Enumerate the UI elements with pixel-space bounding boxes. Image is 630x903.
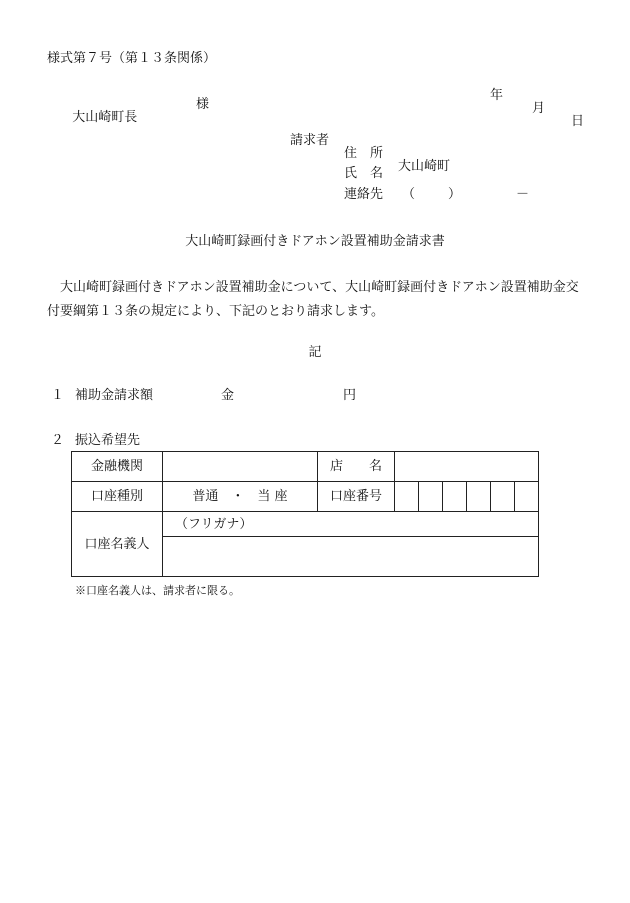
applicant-label: 請求者 [290,133,330,148]
item-2-label: 振込希望先 [75,433,141,448]
addressee [64,97,210,137]
date-day-label: 日 [571,114,585,129]
body-paragraph: 大山崎町録画付きドアホン設置補助金について、大山崎町録画付きドアホン設置補助金交付要綱第１３条の規定により、下記のとおり請求します。 [47,280,579,319]
account-type-options[interactable]: 普通 ・ 当 座 [163,482,318,512]
address-value: 大山崎町 [398,159,451,174]
item-1-label: 補助金請求額 [75,388,154,403]
ki-heading: 記 [308,345,322,360]
name-row: 氏 名 [344,166,384,181]
table-row [72,512,539,537]
contact-key: 連絡先 [344,187,384,202]
address-key: 住 所 [344,146,384,161]
account-number-digit[interactable] [443,482,467,512]
bank-transfer-table [71,451,539,577]
contact-close-paren: ） [448,187,462,202]
holder-name-field[interactable] [163,537,539,577]
branch-label: 店 名 [318,452,395,482]
branch-field[interactable] [395,452,539,482]
furigana-label: （フリガナ） [175,516,253,532]
contact-open-paren: （ [402,187,416,202]
holder-note: ※口座名義人は、請求者に限る。 [75,584,240,597]
item-1-kin: 金 [221,388,235,403]
date-year-label: 年 [490,88,504,103]
account-number-digit[interactable] [491,482,515,512]
item-1-number: １ [51,388,65,403]
table-row [72,452,539,482]
furigana-field[interactable] [163,512,539,537]
account-number-digit[interactable] [395,482,419,512]
institution-field[interactable] [163,452,318,482]
document-title: 大山崎町録画付きドアホン設置補助金請求書 [185,234,445,249]
addressee-name: 大山崎町長 [72,110,138,125]
account-number-digit[interactable] [419,482,443,512]
holder-label: 口座名義人 [72,512,163,577]
honorific: 様 [196,97,210,112]
account-type-label: 口座種別 [72,482,163,512]
date-month-label: 月 [532,101,546,116]
account-number-digit[interactable] [467,482,491,512]
table-row [72,482,539,512]
item-2-number: ２ [51,433,65,448]
contact-dash: － [516,187,530,202]
institution-label: 金融機関 [72,452,163,482]
item-1-yen: 円 [343,388,357,403]
account-number-digit[interactable] [515,482,539,512]
form-id: 様式第７号（第１３条関係） [47,51,217,66]
account-number-label: 口座番号 [318,482,395,512]
